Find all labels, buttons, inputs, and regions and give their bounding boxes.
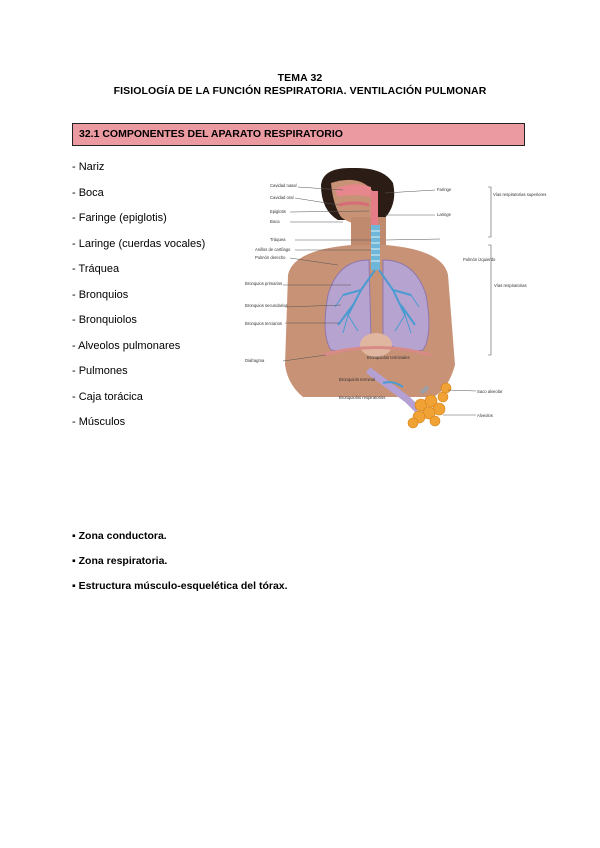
label-bronquiolos-terminales: Bronquiolos terminales <box>367 355 410 360</box>
label-diafragma: Diafragma <box>245 358 265 363</box>
list-item: - Bronquiolos <box>72 314 137 326</box>
label-pulmon-derecho: Pulmón derecho <box>255 255 286 260</box>
list-item: - Caja torácica <box>72 390 143 403</box>
label-bronquiolos-respiratorios: Bronquiolos respiratorios <box>339 395 386 400</box>
document-header <box>0 72 600 98</box>
label-saco-alveolar: Saco alveolar <box>477 389 503 394</box>
zones-list <box>72 530 288 605</box>
label-faringe: Faringe <box>437 187 452 192</box>
topic-title: FISIOLOGÍA DE LA FUNCIÓN RESPIRATORIA. VENTILACIÓN PULMONAR <box>113 85 487 97</box>
label-boca: Boca <box>270 219 280 224</box>
label-cavidad-oral: Cavidad oral <box>270 195 294 200</box>
label-cavidad-nasal: Cavidad nasal <box>270 183 297 188</box>
section-heading: 32.1 COMPONENTES DEL APARATO RESPIRATORIO <box>72 123 525 146</box>
label-bronquios-primarios: Bronquios primarios <box>245 281 283 286</box>
list-item: - Bronquios <box>72 288 129 301</box>
list-item: - Boca <box>72 186 104 199</box>
label-pulmon-izquierdo: Pulmón izquierdo <box>463 257 496 262</box>
list-item: - Alveolos pulmonares <box>72 339 181 352</box>
list-item: - Laringe (cuerdas vocales) <box>72 237 206 250</box>
list-item: - Nariz <box>72 161 105 173</box>
label-traquea: Tráquea <box>270 237 286 242</box>
components-list <box>72 160 205 441</box>
list-item: - Tráquea <box>72 263 120 275</box>
list-item: ▪ Estructura músculo-esquelética del tórax. <box>72 580 288 592</box>
list-item: ▪ Zona conductora. <box>72 530 167 542</box>
list-item: - Faringe (epiglotis) <box>72 212 167 224</box>
label-bronquios-secundarios: Bronquios secundarios <box>245 303 288 308</box>
list-item: - Pulmones <box>72 365 128 377</box>
label-vias-respiratorias: Vías respiratorias <box>494 283 527 288</box>
label-anillos: Anillos de cartílago <box>255 247 291 252</box>
label-vias-superiores: Vías respiratorias superiores <box>493 192 547 197</box>
label-epiglotis: Epiglotis <box>270 209 286 214</box>
respiratory-system-illustration <box>243 165 547 430</box>
list-item: ▪ Zona respiratoria. <box>72 555 168 567</box>
label-bronquiolo-terminal: Bronquiolo terminal <box>339 377 376 382</box>
topic-number: TEMA 32 <box>277 72 323 84</box>
label-bronquios-terciarios: Bronquios terciarios <box>245 321 283 326</box>
label-laringe: Laringe <box>437 212 451 217</box>
list-item: - Músculos <box>72 416 126 428</box>
label-alveolos: Alveolos <box>477 413 493 418</box>
